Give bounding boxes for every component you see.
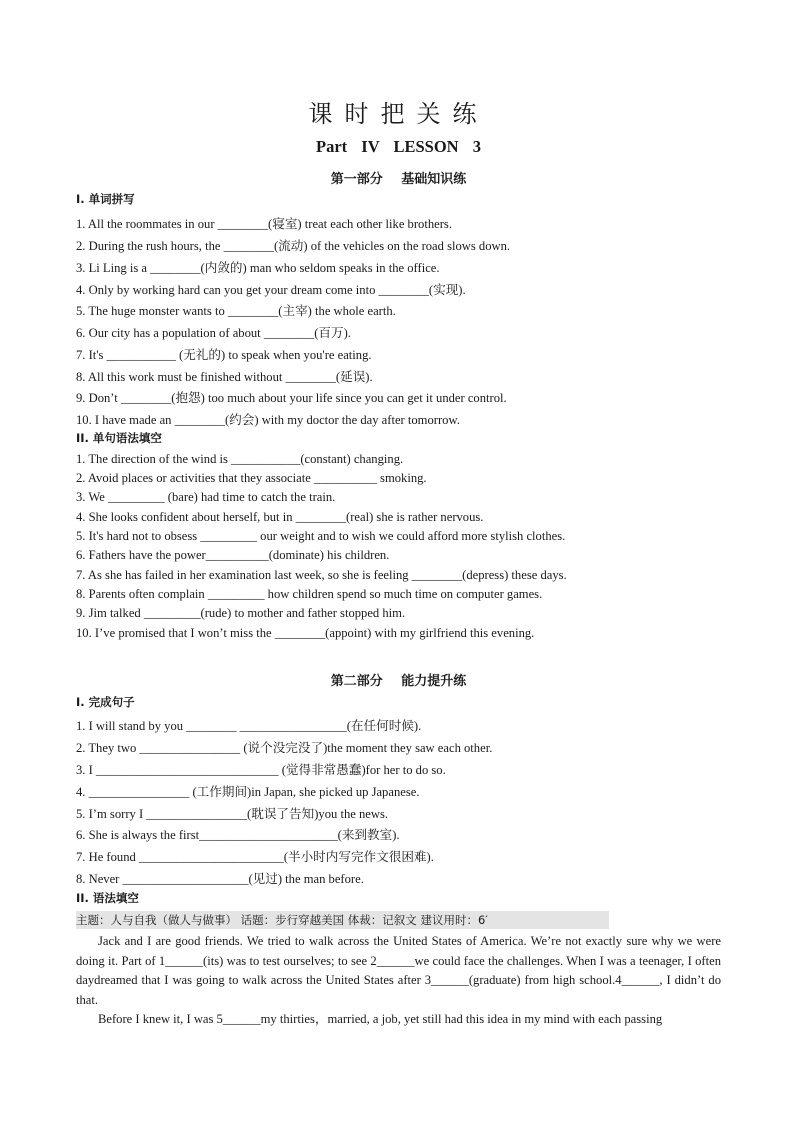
grammar-item-7: 7. As she has failed in her examination last week, so she is feeling ________(depress) these days. <box>76 568 567 582</box>
passage-paragraph-1: Jack and I are good friends. We tried to walk across the United States of America. We’re not exactly sure why we were doing it. Part of 1______(its) was to test ourselves; to see 2______we could face the challenges. When I was a teenager, I often daydreamed that I was going to walk across the United States after 3______(graduate) from high school.4______, I didn’t do that. <box>76 934 721 1007</box>
sentence-item-3: 3. I _____________________________ (觉得非常愚蠢)for her to do so. <box>76 763 446 777</box>
grammar-item-9: 9. Jim talked _________(rude) to mother and father stopped him. <box>76 606 406 620</box>
sentence-item-1: 1. I will stand by you ________ _________________(在任何时候). <box>76 719 422 733</box>
page-title: 课时把关练 <box>308 100 489 128</box>
sentence-item-4: 4. ________________ (工作期间)in Japan, she picked up Japanese. <box>76 785 420 799</box>
sentence-item-8: 8. Never ____________________(见过) the man before. <box>76 872 364 886</box>
spelling-item-6: 6. Our city has a population of about ________(百万). <box>76 326 351 340</box>
passage-paragraph-2: Before I knew it, I was 5______my thirties，married, a job, yet still had this idea in my mind with each passing <box>98 1012 663 1026</box>
section-cloze-heading: II. 语法填空 <box>76 891 139 905</box>
spelling-item-2: 2. During the rush hours, the ________(流动) of the vehicles on the road slows down. <box>76 239 511 253</box>
spelling-item-1: 1. All the roommates in our ________(寝室) treat each other like brothers. <box>76 217 452 231</box>
spelling-item-5: 5. The huge monster wants to ________(主宰) the whole earth. <box>76 304 396 318</box>
sentence-item-2: 2. They two ________________ (说个没完没了)the moment they saw each other. <box>76 741 493 755</box>
spelling-item-3: 3. Li Ling is a ________(内敛的) man who seldom speaks in the office. <box>76 261 440 275</box>
topic-info-bar: 主题：人与自我（做人与做事） 话题：步行穿越美国 体裁：记叙文 建议用时：6′ <box>76 911 609 929</box>
section-word-spelling-heading: I. 单词拼写 <box>76 192 135 206</box>
grammar-item-5: 5. It's hard not to obsess _________ our weight and to wish we could afford more stylish clothes. <box>76 529 566 543</box>
grammar-item-6: 6. Fathers have the power__________(dominate) his children. <box>76 548 390 562</box>
sentence-item-7: 7. He found _______________________(半小时内写完作文很困难). <box>76 850 434 864</box>
sentence-item-5: 5. I’m sorry I ________________(耽误了告知)you the news. <box>76 807 389 821</box>
spelling-item-8: 8. All this work must be finished without ________(延误). <box>76 370 373 384</box>
part-two-heading: 第二部分 能力提升练 <box>330 674 467 689</box>
spelling-item-10: 10. I have made an ________(约会) with my doctor the day after tomorrow. <box>76 413 460 427</box>
grammar-item-2: 2. Avoid places or activities that they associate __________ smoking. <box>76 471 427 485</box>
part-one-heading: 第一部分 基础知识练 <box>330 172 467 187</box>
section-complete-sentences-heading: I. 完成句子 <box>76 695 135 709</box>
lesson-subtitle: Part IV LESSON 3 <box>316 137 481 156</box>
spelling-item-9: 9. Don’t ________(抱怨) too much about your life since you can get it under control. <box>76 391 507 405</box>
section-grammar-fill-heading: II. 单句语法填空 <box>76 431 162 445</box>
grammar-item-10: 10. I’ve promised that I won’t miss the ________(appoint) with my girlfriend this evening. <box>76 626 535 640</box>
grammar-item-4: 4. She looks confident about herself, but in ________(real) she is rather nervous. <box>76 510 484 524</box>
sentence-item-6: 6. She is always the first______________________(来到教室). <box>76 828 400 842</box>
grammar-item-8: 8. Parents often complain _________ how children spend so much time on computer games. <box>76 587 543 601</box>
spelling-item-7: 7. It's ___________ (无礼的) to speak when you're eating. <box>76 348 372 362</box>
grammar-item-1: 1. The direction of the wind is ___________(constant) changing. <box>76 452 404 466</box>
spelling-item-4: 4. Only by working hard can you get your dream come into ________(实现). <box>76 283 466 297</box>
grammar-item-3: 3. We _________ (bare) had time to catch the train. <box>76 490 336 504</box>
